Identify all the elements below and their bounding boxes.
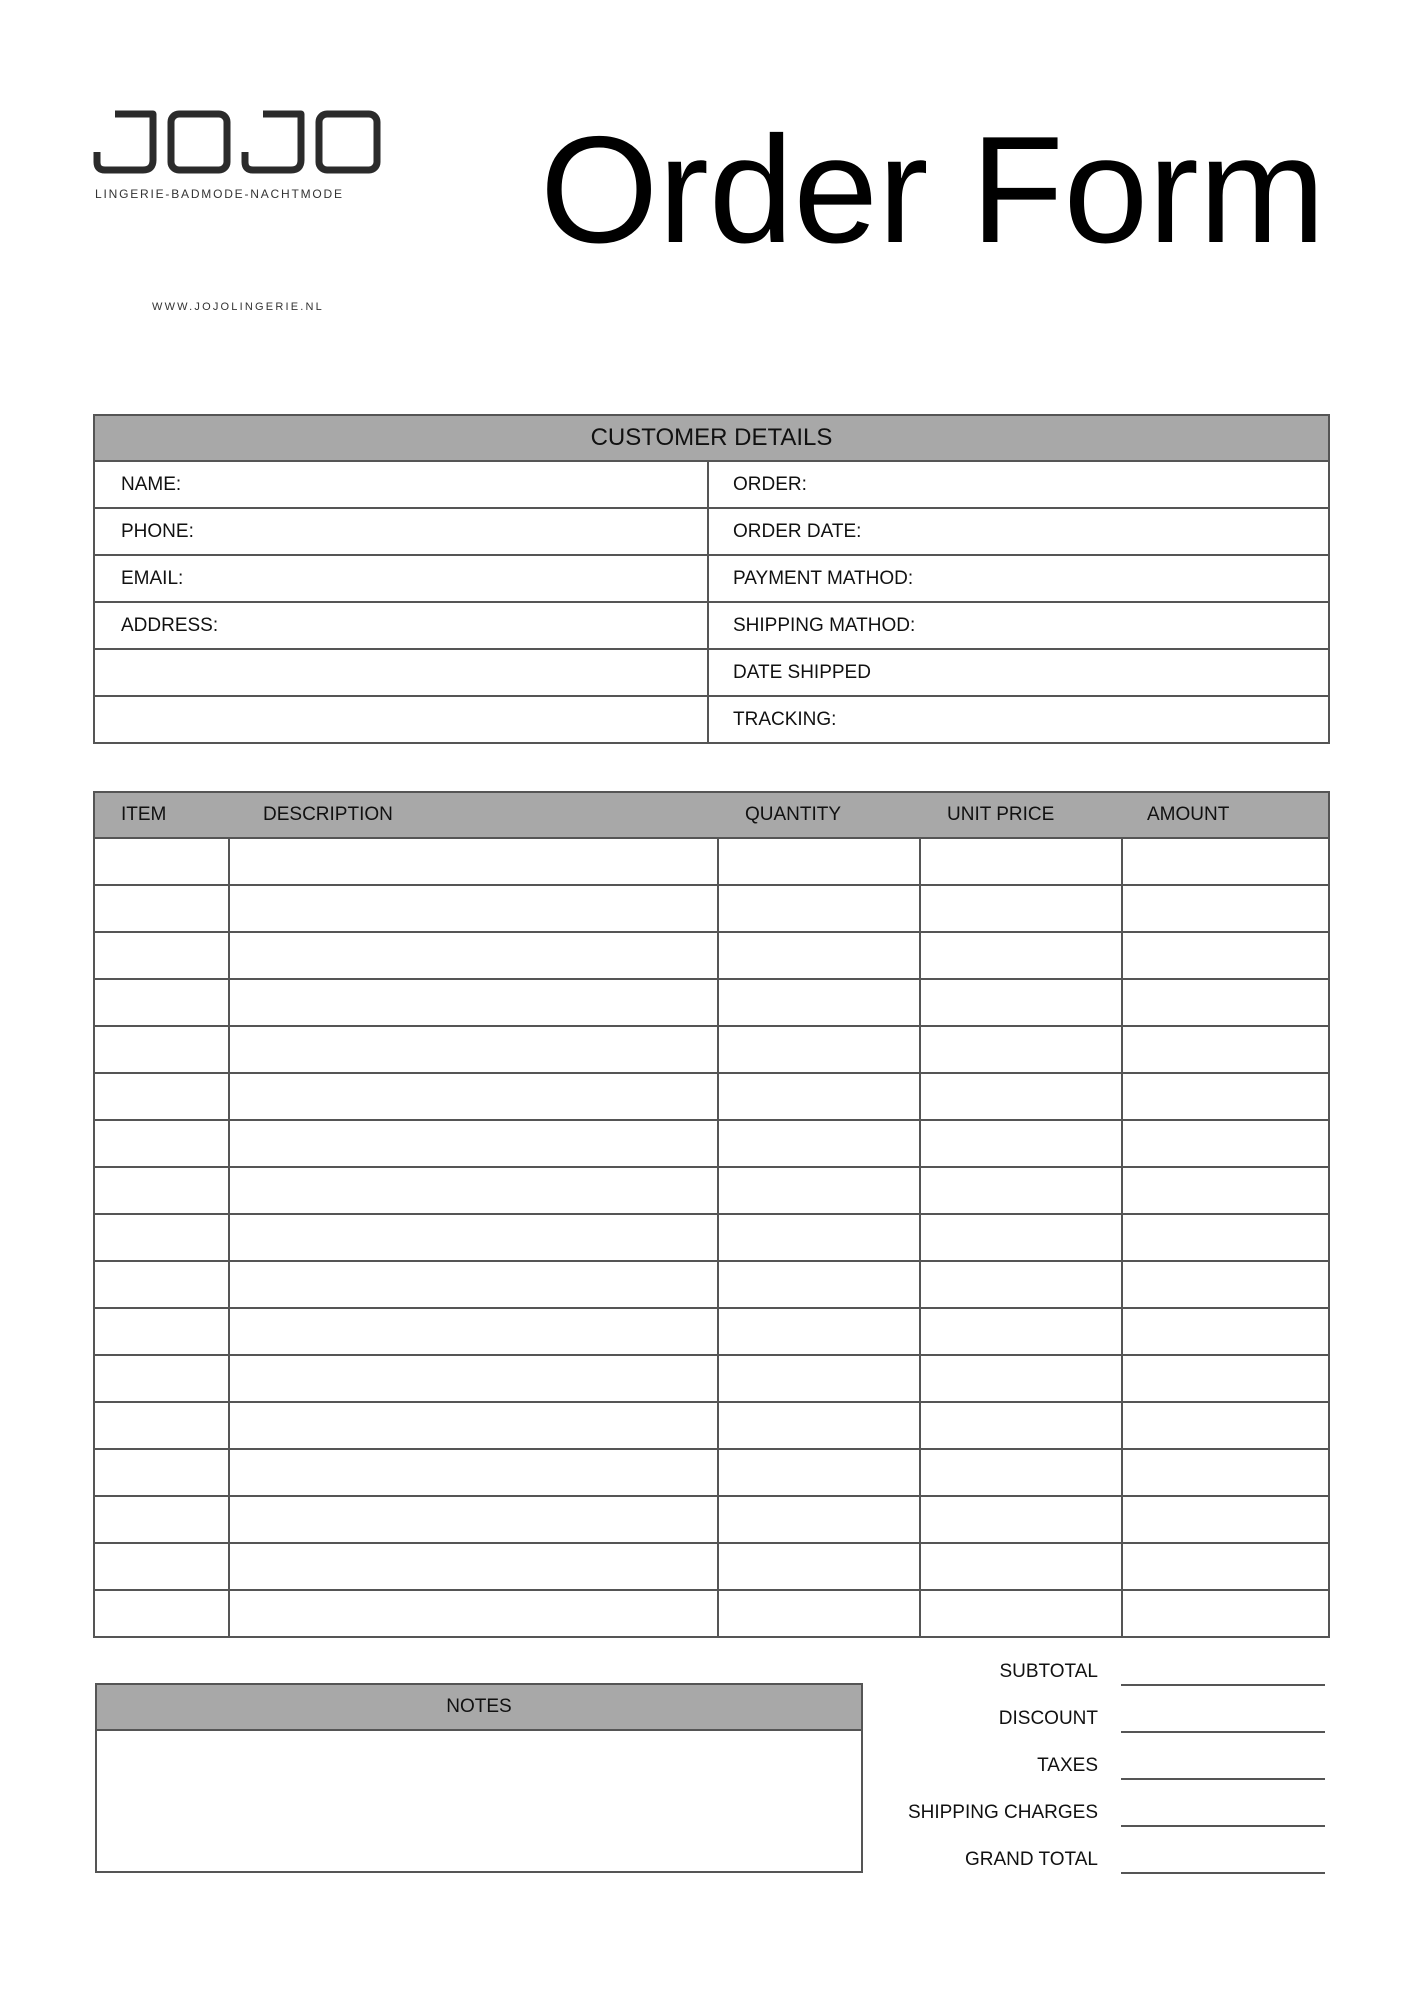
quantity-cell[interactable]: [719, 1121, 921, 1166]
amount-cell[interactable]: [1123, 1450, 1328, 1495]
discount-field[interactable]: [1121, 1731, 1325, 1733]
description-cell[interactable]: [230, 1544, 719, 1589]
customer-field-left[interactable]: [95, 697, 709, 742]
brand-tagline: LINGERIE-BADMODE-NACHTMODE: [95, 187, 344, 201]
quantity-cell[interactable]: [719, 1450, 921, 1495]
col-header-amount: AMOUNT: [1147, 804, 1230, 825]
description-cell[interactable]: [230, 933, 719, 978]
quantity-cell[interactable]: [719, 1215, 921, 1260]
unit-price-cell[interactable]: [921, 1074, 1123, 1119]
unit-price-cell[interactable]: [921, 1591, 1123, 1636]
description-cell[interactable]: [230, 1215, 719, 1260]
quantity-cell[interactable]: [719, 1497, 921, 1542]
table-row: [95, 1309, 1328, 1356]
table-row: [95, 1497, 1328, 1544]
quantity-cell[interactable]: [719, 1309, 921, 1354]
item-cell[interactable]: [95, 980, 230, 1025]
amount-cell[interactable]: [1123, 1215, 1328, 1260]
table-row: [95, 839, 1328, 886]
item-cell[interactable]: [95, 1262, 230, 1307]
customer-row: [95, 462, 1328, 509]
table-row: [95, 1168, 1328, 1215]
item-cell[interactable]: [95, 886, 230, 931]
customer-field-left[interactable]: NAME:: [95, 462, 709, 507]
amount-cell[interactable]: [1123, 839, 1328, 884]
brand-website: WWW.JOJOLINGERIE.NL: [152, 301, 324, 313]
description-cell[interactable]: [230, 886, 719, 931]
description-cell[interactable]: [230, 1027, 719, 1072]
table-row: [95, 1215, 1328, 1262]
grand-total-field[interactable]: [1121, 1872, 1325, 1874]
customer-row: [95, 603, 1328, 650]
amount-cell[interactable]: [1123, 980, 1328, 1025]
subtotal-field[interactable]: [1121, 1684, 1325, 1686]
jojo-logo-mark: [93, 108, 383, 178]
amount-cell[interactable]: [1123, 886, 1328, 931]
table-row: [95, 1450, 1328, 1497]
unit-price-cell[interactable]: [921, 886, 1123, 931]
table-row: [95, 1356, 1328, 1403]
customer-field-right[interactable]: ORDER DATE:: [733, 521, 862, 542]
quantity-cell[interactable]: [719, 886, 921, 931]
description-cell[interactable]: [230, 1591, 719, 1636]
customer-field-right[interactable]: TRACKING:: [733, 709, 837, 730]
notes-box: [95, 1683, 863, 1873]
col-header-item: ITEM: [121, 804, 167, 825]
col-header-quantity: QUANTITY: [745, 804, 842, 825]
item-cell[interactable]: [95, 1450, 230, 1495]
unit-price-cell[interactable]: [921, 1168, 1123, 1213]
table-row: [95, 1544, 1328, 1591]
customer-row: [95, 697, 1328, 742]
customer-row: [95, 556, 1328, 603]
table-row: [95, 1027, 1328, 1074]
description-cell[interactable]: [230, 1262, 719, 1307]
customer-field-left[interactable]: ADDRESS:: [95, 603, 709, 648]
description-cell[interactable]: [230, 980, 719, 1025]
description-cell[interactable]: [230, 1497, 719, 1542]
item-cell[interactable]: [95, 1591, 230, 1636]
customer-field-right[interactable]: DATE SHIPPED: [733, 662, 871, 683]
unit-price-cell[interactable]: [921, 1309, 1123, 1354]
table-row: [95, 933, 1328, 980]
page-title: Order Form: [540, 105, 1326, 275]
item-cell[interactable]: [95, 1356, 230, 1401]
quantity-cell[interactable]: [719, 1403, 921, 1448]
unit-price-cell[interactable]: [921, 1262, 1123, 1307]
quantity-cell[interactable]: [719, 839, 921, 884]
items-table: [93, 791, 1330, 1638]
unit-price-cell[interactable]: [921, 1403, 1123, 1448]
col-header-description: DESCRIPTION: [263, 804, 393, 825]
item-cell[interactable]: [95, 1027, 230, 1072]
quantity-cell[interactable]: [719, 1074, 921, 1119]
amount-cell[interactable]: [1123, 1121, 1328, 1166]
description-cell[interactable]: [230, 1356, 719, 1401]
amount-cell[interactable]: [1123, 1309, 1328, 1354]
grand-total-label: GRAND TOTAL: [964, 1849, 1098, 1870]
item-cell[interactable]: [95, 1074, 230, 1119]
customer-details-header: CUSTOMER DETAILS: [95, 416, 1328, 462]
quantity-cell[interactable]: [719, 933, 921, 978]
item-cell[interactable]: [95, 1403, 230, 1448]
description-cell[interactable]: [230, 1403, 719, 1448]
unit-price-cell[interactable]: [921, 1497, 1123, 1542]
col-header-unit-price: UNIT PRICE: [947, 804, 1055, 825]
notes-header: NOTES: [97, 1685, 861, 1731]
amount-cell[interactable]: [1123, 1356, 1328, 1401]
item-cell[interactable]: [95, 1544, 230, 1589]
description-cell[interactable]: [230, 1450, 719, 1495]
unit-price-cell[interactable]: [921, 1450, 1123, 1495]
table-row: [95, 1121, 1328, 1168]
amount-cell[interactable]: [1123, 1544, 1328, 1589]
table-row: [95, 1591, 1328, 1636]
quantity-cell[interactable]: [719, 980, 921, 1025]
amount-cell[interactable]: [1123, 1591, 1328, 1636]
customer-field-left[interactable]: [95, 650, 709, 695]
customer-row: [95, 509, 1328, 556]
table-row: [95, 980, 1328, 1027]
discount-label: DISCOUNT: [998, 1708, 1098, 1729]
customer-field-left[interactable]: EMAIL:: [95, 556, 709, 601]
amount-cell[interactable]: [1123, 1497, 1328, 1542]
item-cell[interactable]: [95, 933, 230, 978]
customer-row: [95, 650, 1328, 697]
description-cell[interactable]: [230, 1168, 719, 1213]
taxes-label: TAXES: [1037, 1755, 1098, 1776]
amount-cell[interactable]: [1123, 1403, 1328, 1448]
item-cell[interactable]: [95, 1121, 230, 1166]
item-cell[interactable]: [95, 1309, 230, 1354]
unit-price-cell[interactable]: [921, 980, 1123, 1025]
unit-price-cell[interactable]: [921, 1544, 1123, 1589]
amount-cell[interactable]: [1123, 1262, 1328, 1307]
description-cell[interactable]: [230, 839, 719, 884]
description-cell[interactable]: [230, 1309, 719, 1354]
subtotal-label: SUBTOTAL: [999, 1661, 1098, 1682]
amount-cell[interactable]: [1123, 1074, 1328, 1119]
unit-price-cell[interactable]: [921, 1356, 1123, 1401]
unit-price-cell[interactable]: [921, 933, 1123, 978]
customer-details-table: [93, 414, 1330, 744]
unit-price-cell[interactable]: [921, 1215, 1123, 1260]
customer-field-right[interactable]: SHIPPING MATHOD:: [733, 615, 916, 636]
description-cell[interactable]: [230, 1074, 719, 1119]
table-row: [95, 1403, 1328, 1450]
item-cell[interactable]: [95, 839, 230, 884]
quantity-cell[interactable]: [719, 1168, 921, 1213]
table-row: [95, 1074, 1328, 1121]
taxes-field[interactable]: [1121, 1778, 1325, 1780]
customer-field-left[interactable]: PHONE:: [95, 509, 709, 554]
table-row: [95, 1262, 1328, 1309]
unit-price-cell[interactable]: [921, 839, 1123, 884]
description-cell[interactable]: [230, 1121, 719, 1166]
quantity-cell[interactable]: [719, 1262, 921, 1307]
item-cell[interactable]: [95, 1215, 230, 1260]
customer-field-right[interactable]: PAYMENT MATHOD:: [733, 568, 914, 589]
shipping-charges-label: SHIPPING CHARGES: [907, 1802, 1098, 1823]
customer-field-right[interactable]: ORDER:: [733, 474, 807, 495]
unit-price-cell[interactable]: [921, 1121, 1123, 1166]
amount-cell[interactable]: [1123, 1027, 1328, 1072]
table-row: [95, 886, 1328, 933]
unit-price-cell[interactable]: [921, 1027, 1123, 1072]
quantity-cell[interactable]: [719, 1544, 921, 1589]
quantity-cell[interactable]: [719, 1591, 921, 1636]
quantity-cell[interactable]: [719, 1356, 921, 1401]
amount-cell[interactable]: [1123, 1168, 1328, 1213]
items-table-header: [95, 793, 1328, 839]
jojo-logo: [93, 108, 383, 188]
amount-cell[interactable]: [1123, 933, 1328, 978]
shipping-charges-field[interactable]: [1121, 1825, 1325, 1827]
item-cell[interactable]: [95, 1168, 230, 1213]
item-cell[interactable]: [95, 1497, 230, 1542]
quantity-cell[interactable]: [719, 1027, 921, 1072]
notes-field[interactable]: [97, 1731, 861, 1871]
